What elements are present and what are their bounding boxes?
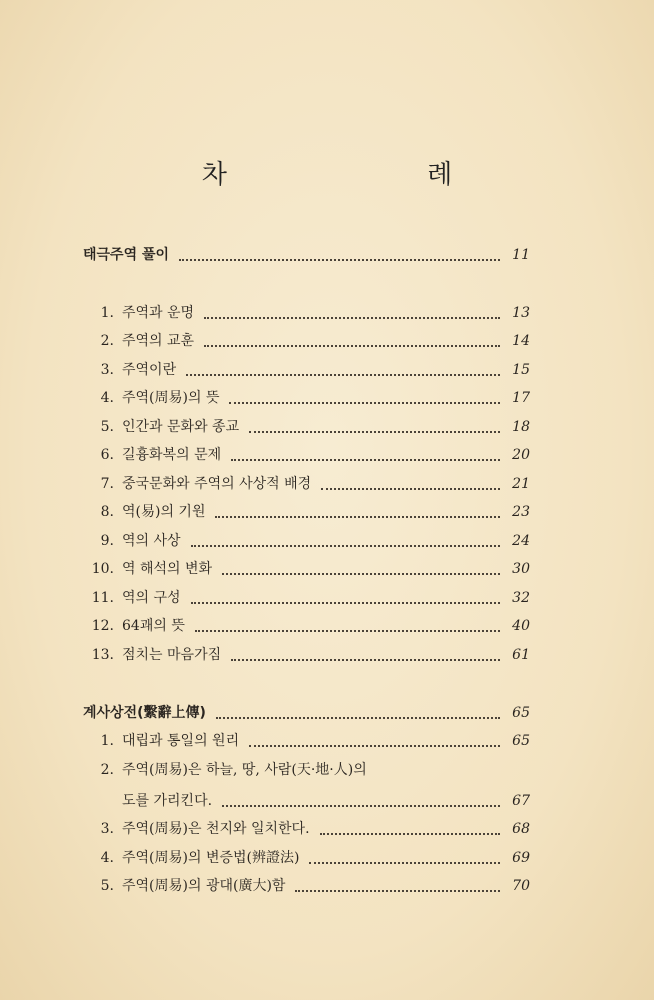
entry-number: 4. bbox=[100, 390, 114, 406]
entry-title: 주역이란 bbox=[122, 362, 177, 378]
entry-number: 4. bbox=[100, 850, 114, 866]
dot-leader bbox=[186, 374, 500, 376]
entry-title: 점치는 마음가짐 bbox=[122, 647, 222, 663]
toc-section-heading[interactable] bbox=[0, 700, 654, 726]
dot-leader bbox=[215, 516, 500, 518]
dot-leader bbox=[321, 488, 500, 490]
entry-title: 주역(周易)의 광대(廣大)함 bbox=[122, 878, 286, 894]
toc-entry[interactable] bbox=[0, 328, 654, 354]
dot-leader bbox=[191, 602, 500, 604]
toc-entry[interactable] bbox=[0, 528, 654, 554]
toc-section-heading[interactable] bbox=[0, 242, 654, 268]
entry-number: 9. bbox=[100, 533, 114, 549]
page-number: 15 bbox=[512, 362, 530, 378]
entry-title: 주역(周易)은 천지와 일치한다. bbox=[122, 821, 310, 837]
page-number: 24 bbox=[512, 533, 530, 549]
dot-leader bbox=[179, 259, 500, 261]
dot-leader bbox=[231, 659, 500, 661]
toc-entry[interactable] bbox=[0, 728, 654, 754]
toc-entry[interactable] bbox=[0, 556, 654, 582]
entry-title: 주역의 교훈 bbox=[122, 333, 195, 349]
entry-title: 역의 구성 bbox=[122, 590, 181, 606]
dot-leader bbox=[320, 833, 500, 835]
toc-entry[interactable] bbox=[0, 873, 654, 899]
dot-leader bbox=[249, 431, 500, 433]
page-number: 68 bbox=[512, 821, 530, 837]
entry-title: 역의 사상 bbox=[122, 533, 181, 549]
toc-entry[interactable] bbox=[0, 385, 654, 411]
toc-entry[interactable] bbox=[0, 414, 654, 440]
page-number: 32 bbox=[512, 590, 530, 606]
page-number: 61 bbox=[512, 647, 530, 663]
page-number: 11 bbox=[512, 247, 530, 263]
dot-leader bbox=[249, 745, 500, 747]
dot-leader bbox=[216, 717, 500, 719]
entry-title: 중국문화와 주역의 사상적 배경 bbox=[122, 476, 312, 492]
page-number: 65 bbox=[512, 733, 530, 749]
toc-entry[interactable] bbox=[0, 845, 654, 871]
dot-leader bbox=[191, 545, 500, 547]
entry-title: 인간과 문화와 종교 bbox=[122, 419, 240, 435]
dot-leader bbox=[309, 862, 500, 864]
entry-title: 주역(周易)은 하늘, 땅, 사람(天·地·人)의 bbox=[122, 762, 367, 778]
entry-title: 대립과 통일의 원리 bbox=[122, 733, 240, 749]
entry-number: 12. bbox=[91, 618, 114, 634]
entry-title: 계사상전(繫辭上傳) bbox=[83, 705, 206, 721]
entry-title: 태극주역 풀이 bbox=[83, 247, 170, 263]
page-number: 69 bbox=[512, 850, 530, 866]
entry-title: 역 해석의 변화 bbox=[122, 561, 213, 577]
entry-number: 7. bbox=[100, 476, 114, 492]
toc-entry[interactable] bbox=[0, 585, 654, 611]
page-number: 13 bbox=[512, 305, 530, 321]
toc-entry[interactable] bbox=[0, 642, 654, 668]
dot-leader bbox=[204, 345, 500, 347]
toc-entry[interactable] bbox=[0, 471, 654, 497]
entry-title: 역(易)의 기원 bbox=[122, 504, 206, 520]
toc-entry[interactable] bbox=[0, 816, 654, 842]
page-number: 14 bbox=[512, 333, 530, 349]
entry-number: 13. bbox=[91, 647, 114, 663]
page-number: 67 bbox=[512, 793, 530, 809]
toc-entry[interactable] bbox=[0, 757, 654, 783]
dot-leader bbox=[229, 402, 500, 404]
entry-number: 11. bbox=[91, 590, 114, 606]
toc-entry[interactable] bbox=[0, 788, 654, 814]
entry-number: 1. bbox=[100, 305, 114, 321]
entry-number: 2. bbox=[100, 762, 114, 778]
entry-number: 6. bbox=[100, 447, 114, 463]
toc-entry[interactable] bbox=[0, 357, 654, 383]
page-number: 40 bbox=[512, 618, 530, 634]
entry-title: 길흉화복의 문제 bbox=[122, 447, 222, 463]
page-number: 70 bbox=[512, 878, 530, 894]
toc-entry[interactable] bbox=[0, 300, 654, 326]
page-number: 65 bbox=[512, 705, 530, 721]
entry-title: 주역(周易)의 변증법(辨證法) bbox=[122, 850, 300, 866]
dot-leader bbox=[231, 459, 500, 461]
entry-number: 1. bbox=[100, 733, 114, 749]
dot-leader bbox=[195, 630, 500, 632]
dot-leader bbox=[204, 317, 500, 319]
page-number: 23 bbox=[512, 504, 530, 520]
page-number: 21 bbox=[512, 476, 530, 492]
entry-number: 3. bbox=[100, 821, 114, 837]
page-number: 18 bbox=[512, 419, 530, 435]
entry-number: 10. bbox=[91, 561, 114, 577]
page-number: 17 bbox=[512, 390, 530, 406]
toc-entry[interactable] bbox=[0, 613, 654, 639]
dot-leader bbox=[222, 805, 500, 807]
page-number: 20 bbox=[512, 447, 530, 463]
entry-number: 8. bbox=[100, 504, 114, 520]
entry-number: 3. bbox=[100, 362, 114, 378]
page-number: 30 bbox=[512, 561, 530, 577]
toc-entry[interactable] bbox=[0, 442, 654, 468]
dot-leader bbox=[295, 890, 500, 892]
entry-title: 주역과 운명 bbox=[122, 305, 195, 321]
entry-title: 도를 가리킨다. bbox=[122, 793, 213, 809]
entry-title: 64괘의 뜻 bbox=[122, 618, 185, 634]
dot-leader bbox=[222, 573, 500, 575]
entry-number: 5. bbox=[100, 419, 114, 435]
entry-number: 5. bbox=[100, 878, 114, 894]
page-title: 차 례 bbox=[201, 160, 549, 190]
toc-entry[interactable] bbox=[0, 499, 654, 525]
entry-number: 2. bbox=[100, 333, 114, 349]
entry-title: 주역(周易)의 뜻 bbox=[122, 390, 220, 406]
